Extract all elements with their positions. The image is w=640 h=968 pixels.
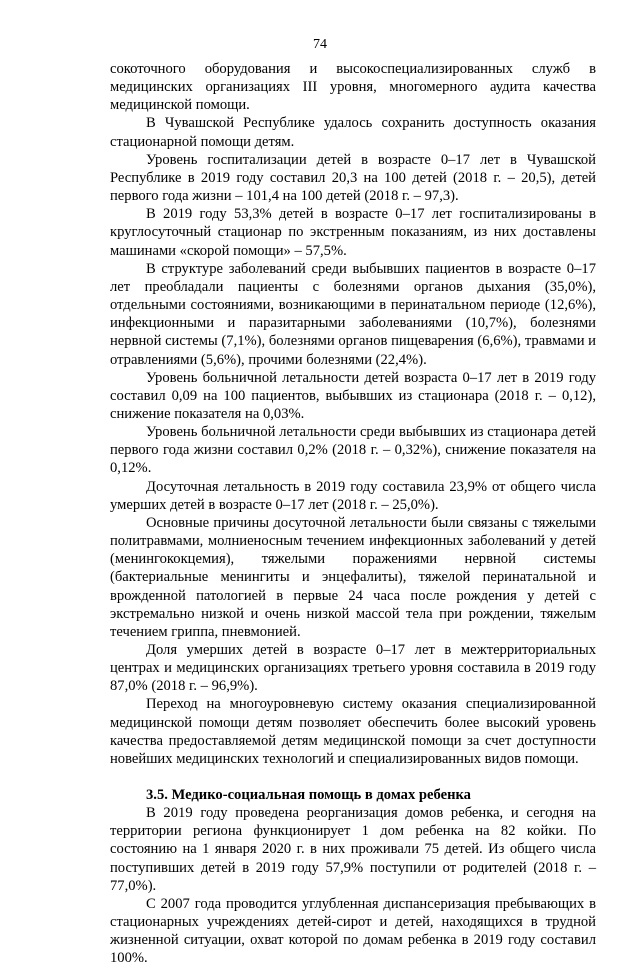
paragraph-hospitalization-rate: Уровень госпитализации детей в возрасте 0–17 лет в Чувашской Республике в 2019 году составил 20,3 на 100 детей (2018 г. – 20,5), детей первого года жизни – 101,4 на 100 детей (2018 г. – 97,3). — [110, 151, 596, 205]
section-heading: 3.5. Медико-социальная помощь в домах ребенка — [146, 787, 471, 804]
paragraph-hospital-mortality: Уровень больничной летальности детей возраста 0–17 лет в 2019 году составил 0,09 на 100 пациентов, выбывших из стационара (2018 г. – 0,12), снижение показателя на 0,03%. — [110, 369, 596, 422]
paragraph-continuation: сокоточного оборудования и высокоспециализированных служб в медицинских организациях III уровня, многомерного аудита качества медицинской помощи. — [110, 61, 596, 114]
paragraph-medical-examination: С 2007 года проводится углубленная диспансеризация пребывающих в стационарных учреждениях детей-сирот и детей, находящихся в трудной жизненной ситуации, охват которой по домам ребенка в 2019 году составил 100%. — [110, 895, 596, 967]
document-body — [110, 60, 596, 968]
paragraph-multilevel-system: Переход на многоуровневую систему оказания специализированной медицинской помощи детям позволяет обеспечить более высокий уровень качества предоставляемой детям медицинской помощи за счет доступности новейших медицинских технологий и специализированных видов помощи. — [110, 696, 596, 767]
page-number: 74 — [313, 37, 327, 52]
paragraph-emergency-admissions: В 2019 году 53,3% детей в возрасте 0–17 лет госпитализированы в круглосуточный стационар по экстренным показаниям, из них доставлены машинами «скорой помощи» – 57,5%. — [110, 206, 596, 259]
paragraph-disease-structure: В структуре заболеваний среди выбывших пациентов в возрасте 0–17 лет преобладали пациенты с болезнями органов дыхания (35,0%), отдельными состояниями, возникающими в перинатальном периоде (12,6%), инфекционными и паразитарными заболеваниями (10,7%), болезнями нервной системы (7,1%), болезнями органов пищеварения (6,6%), травмами и отравлениями (5,6%), прочими болезнями (22,4%). — [110, 260, 596, 368]
paragraph-early-mortality: Досуточная летальность в 2019 году составила 23,9% от общего числа умерших детей в возрасте 0–17 лет (2018 г. – 25,0%). — [110, 478, 596, 513]
paragraph-third-level-deaths: Доля умерших детей в возрасте 0–17 лет в межтерриториальных центрах и медицинских организациях третьего уровня составила в 2019 году 87,0% (2018 г. – 96,9%). — [110, 642, 596, 695]
paragraph-infant-mortality: Уровень больничной летальности среди выбывших из стационара детей первого года жизни составил 0,2% (2018 г. – 0,32%), снижение показателя на 0,12%. — [110, 424, 596, 477]
paragraph-accessibility: В Чувашской Республике удалось сохранить доступность оказания стационарной помощи детям. — [110, 115, 596, 150]
paragraph-mortality-causes: Основные причины досуточной летальности были связаны с тяжелыми политравмами, молниеносным течением инфекционных заболеваний у детей (менингококцемия), тяжелыми поражениями нервной системы (бактериальные менингиты и энцефалиты), тяжелой перинатальной и врожденной патологией в первые 24 часа после рождения у детей с экстремально низкой и очень низкой массой тела при рождении, тяжелым течением гриппа, пневмонией. — [110, 514, 596, 640]
paragraph-reorganization: В 2019 году проведена реорганизация домов ребенка, и сегодня на территории региона функционирует 1 дом ребенка на 82 койки. По состоянию на 1 января 2020 г. в них проживали 75 детей. Из общего числа поступивших детей в 2019 году 57,9% поступили от родителей (2018 г. – 77,0%). — [110, 805, 596, 894]
